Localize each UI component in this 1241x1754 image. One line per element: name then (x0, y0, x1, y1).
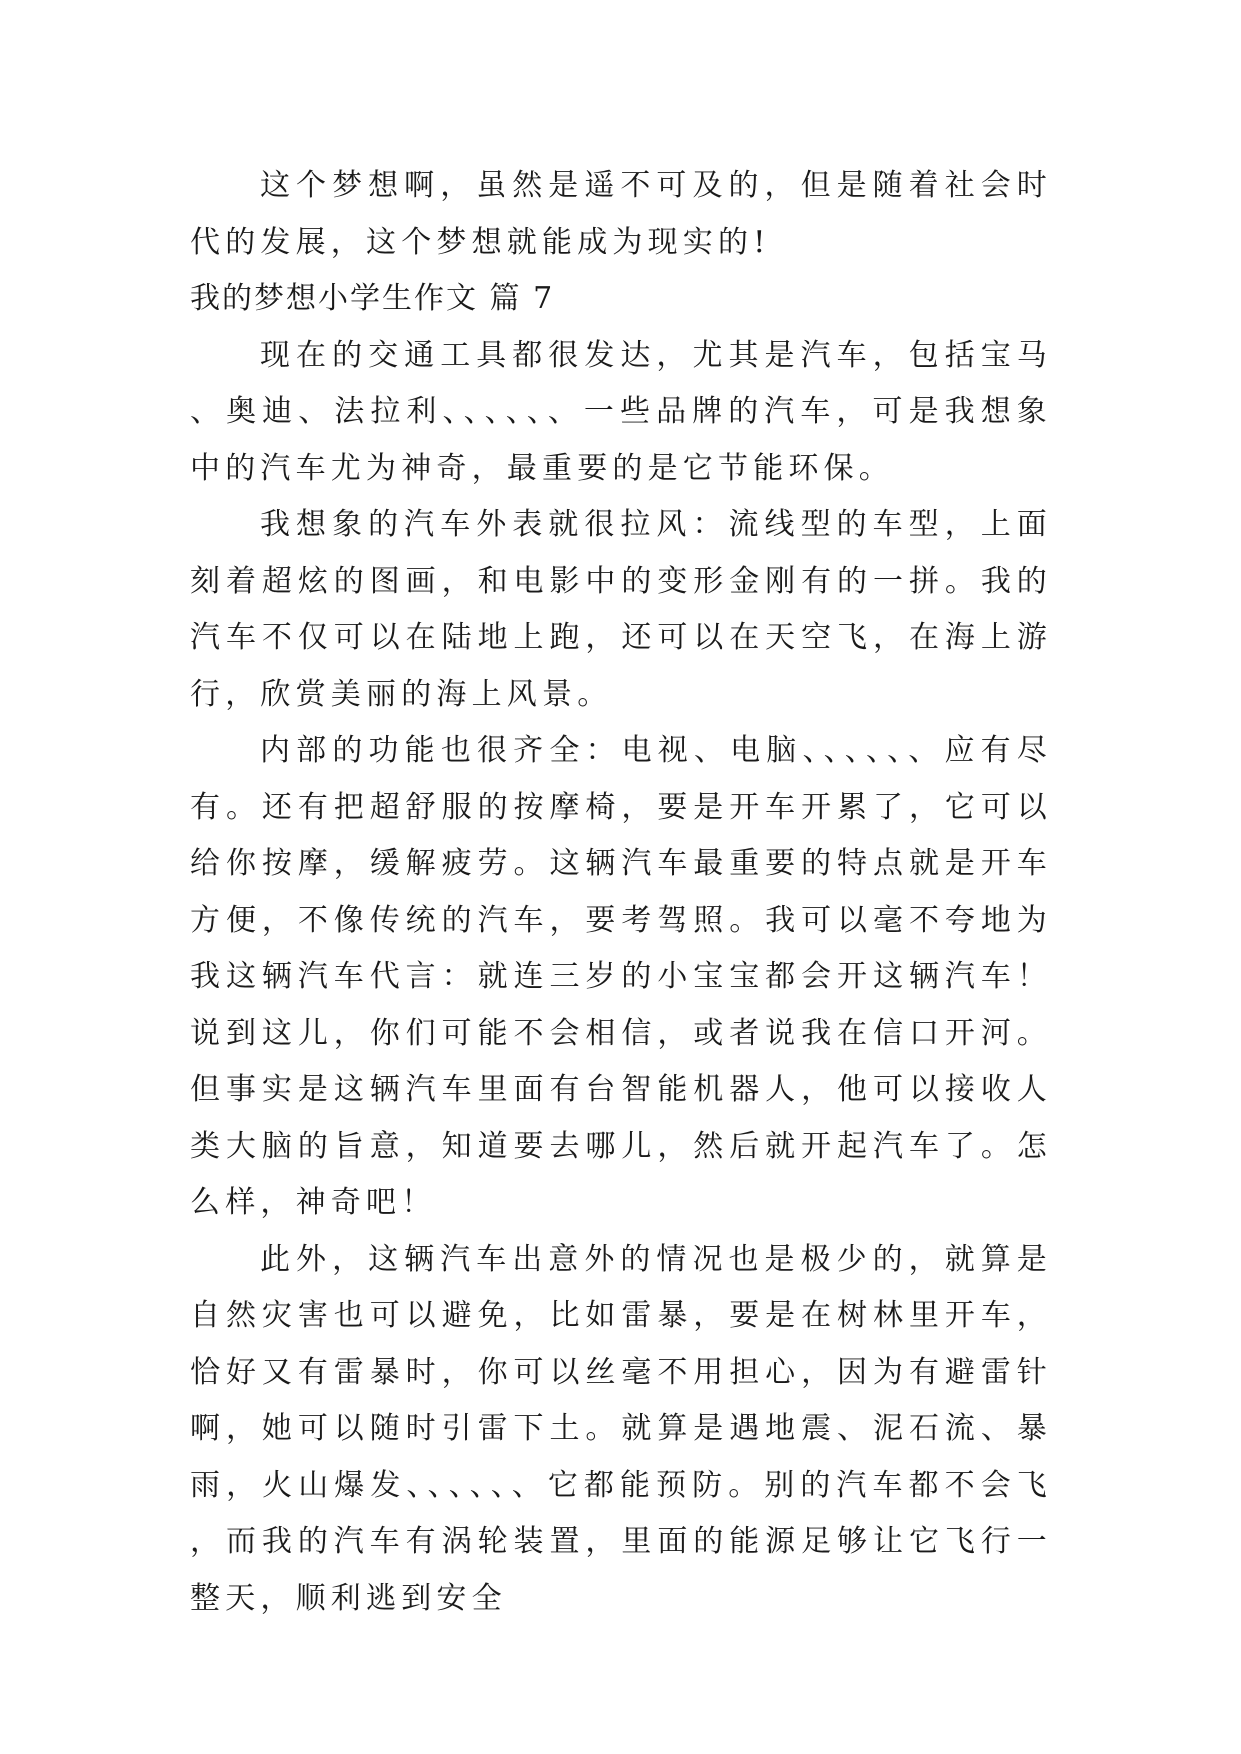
paragraph-dream-intro: 这个梦想啊，虽然是遥不可及的，但是随着社会时代的发展，这个梦想就能成为现实的! (190, 168, 1052, 260)
paragraph-exterior: 我想象的汽车外表就很拉风：流线型的车型，上面刻着超炫的图画，和电影中的变形金刚有的一拼。我的汽车不仅可以在陆地上跑，还可以在天空飞，在海上游行，欣赏美丽的海上风景。 (190, 507, 1052, 712)
paragraph-interior: 内部的功能也很齐全：电视、电脑、、、、、、应有尽有。还有把超舒服的按摩椅，要是开车开累了，它可以给你按摩，缓解疲劳。这辆汽车最重要的特点就是开车方便，不像传统的汽车，要考驾照。我可以毫不夸地为我这辆汽车代言：就连三岁的小宝宝都会开这辆汽车！说到这儿，你们可能不会相信，或者说我在信口开河。但事实是这辆汽车里面有台智能机器人，他可以接收人类大脑的旨意，知道要去哪儿，然后就开起汽车了。怎么样，神奇吧！ (190, 733, 1052, 1220)
paragraph-transport: 现在的交通工具都很发达，尤其是汽车，包括宝马、奥迪、法拉利、、、、、、一些品牌的汽车，可是我想象中的汽车尤为神奇，最重要的是它节能环保。 (190, 337, 1052, 486)
paragraph-safety: 此外，这辆汽车出意外的情况也是极少的，就算是自然灾害也可以避免，比如雷暴，要是在树林里开车，恰好又有雷暴时，你可以丝毫不用担心，因为有避雷针啊，她可以随时引雷下土。就算是遇地震、泥石流、暴雨，火山爆发、、、、、、它都能预防。别的汽车都不会飞，而我的汽车有涡轮装置，里面的能源足够让它飞行一整天，顺利逃到安全 (190, 1241, 1052, 1616)
section-heading: 我的梦想小学生作文 篇 7 (190, 281, 555, 316)
document-body (190, 158, 1052, 1627)
